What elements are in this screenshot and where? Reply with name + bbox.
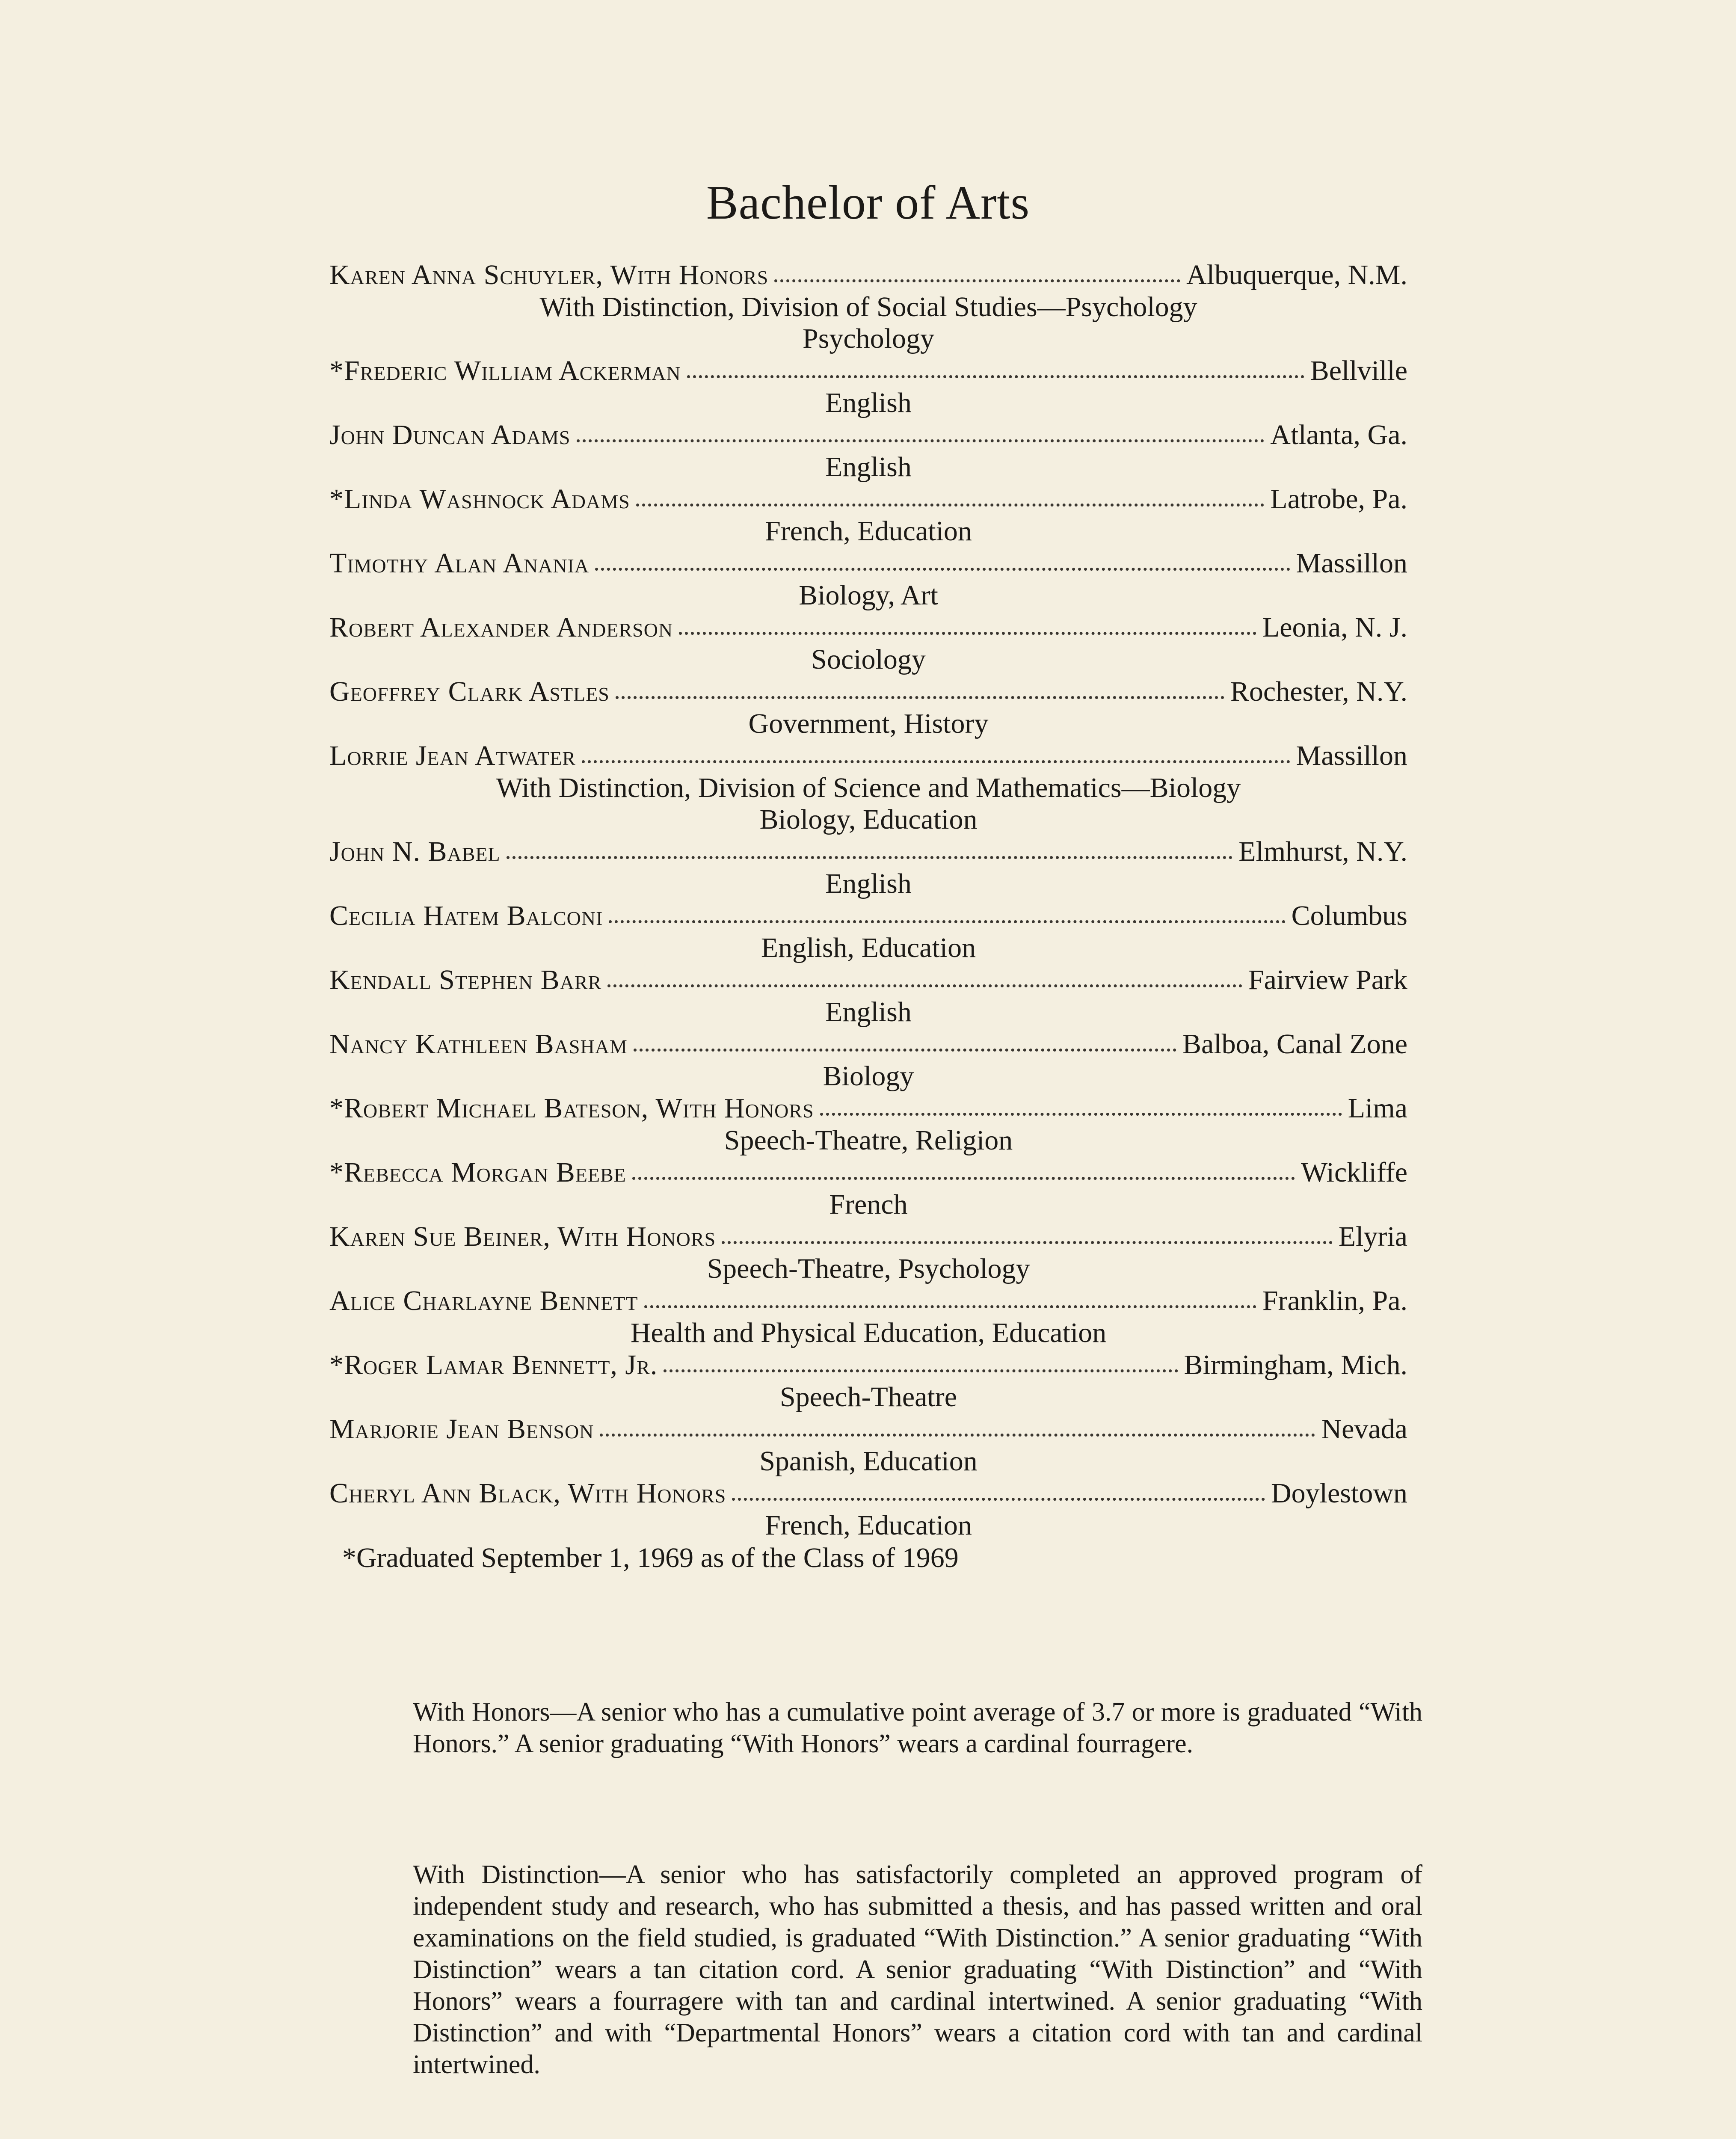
graduate-name: John Duncan Adams	[329, 419, 571, 450]
graduate-name: Nancy Kathleen Basham	[329, 1028, 628, 1060]
page-title: Bachelor of Arts	[706, 176, 1030, 229]
hometown: Bellville	[1310, 355, 1407, 386]
hometown: Franklin, Pa.	[1262, 1285, 1407, 1316]
graduate-major: Speech-Theatre	[779, 1381, 957, 1413]
graduate-row	[329, 900, 1407, 932]
dot-leader	[634, 1033, 1176, 1052]
graduate-major: Speech-Theatre, Psychology	[707, 1253, 1030, 1284]
graduate-row	[329, 1285, 1407, 1317]
graduate-name: Karen Sue Beiner, With Honors	[329, 1221, 716, 1252]
hometown: Doylestown	[1271, 1478, 1407, 1509]
graduate-major: With Distinction, Division of Social Studies—Psychology	[539, 291, 1197, 323]
graduate-name: Robert Alexander Anderson	[329, 612, 673, 643]
graduate-major: French	[829, 1189, 908, 1220]
graduate-major: Biology, Education	[759, 804, 978, 835]
hometown: Atlanta, Ga.	[1270, 419, 1407, 450]
graduate-name: John N. Babel	[329, 836, 501, 867]
graduate-row	[329, 355, 1407, 387]
graduate-name: *Roger Lamar Bennett, Jr.	[329, 1349, 658, 1381]
hometown: Columbus	[1291, 900, 1407, 931]
graduate-major: French, Education	[765, 515, 972, 547]
graduate-name: Lorrie Jean Atwater	[329, 740, 576, 771]
hometown: Rochester, N.Y.	[1230, 676, 1407, 707]
hometown: Leonia, N. J.	[1262, 612, 1407, 643]
dot-leader	[732, 1482, 1265, 1501]
dot-leader	[679, 616, 1256, 635]
graduate-major: Speech-Theatre, Religion	[724, 1125, 1013, 1156]
graduate-row	[329, 1156, 1407, 1189]
dot-leader	[644, 1290, 1256, 1308]
graduate-name: Geoffrey Clark Astles	[329, 676, 610, 707]
graduate-row	[329, 1413, 1407, 1446]
graduate-name: Cheryl Ann Black, With Honors	[329, 1478, 726, 1509]
graduate-row	[329, 1028, 1407, 1061]
dot-leader	[609, 905, 1285, 923]
graduate-name: Cecilia Hatem Balconi	[329, 900, 603, 931]
graduate-row	[329, 964, 1407, 996]
graduate-major: With Distinction, Division of Science and Mathematics—Biology	[496, 772, 1241, 803]
hometown: Massillon	[1296, 548, 1407, 579]
distinction-paragraph: With Distinction—A senior who has satisfactorily completed an approved program of independent study and research, who has submitted a thesis, and has passed written and oral examinations on the field studied, is graduated “With Distinction.” A senior graduating “With Distinction” wears a tan citation cord. A senior graduating “With Distinction” and “With Honors” wears a fourragere with tan and cardinal intertwined. A senior graduating “With Distinction” and with “Departmental Honors” wears a citation cord with tan and cardinal intertwined.	[413, 1860, 1422, 2079]
hometown: Albuquerque, N.M.	[1186, 259, 1407, 290]
honors-paragraph: With Honors—A senior who has a cumulative point average of 3.7 or more is graduated “With Honors.” A senior graduating “With Honors” wears a cardinal fourragere.	[413, 1698, 1422, 1758]
graduate-row	[329, 259, 1407, 291]
dot-leader	[607, 969, 1242, 987]
hometown: Elmhurst, N.Y.	[1238, 836, 1407, 867]
graduate-major: English	[825, 868, 912, 899]
graduate-name: *Robert Michael Bateson, With Honors	[329, 1093, 814, 1124]
graduate-row	[329, 547, 1407, 580]
graduate-name: *Frederic William Ackerman	[329, 355, 681, 386]
graduate-major: English	[825, 451, 912, 483]
hometown: Fairview Park	[1248, 964, 1407, 995]
dot-leader	[636, 488, 1265, 507]
graduate-name: Marjorie Jean Benson	[329, 1413, 594, 1445]
dot-leader	[600, 1418, 1315, 1437]
dot-leader	[722, 1226, 1333, 1244]
graduate-major: Psychology	[802, 323, 935, 354]
graduate-row	[329, 483, 1407, 515]
graduate-major: English	[825, 996, 912, 1028]
graduate-row	[329, 611, 1407, 644]
graduate-major: Biology	[823, 1061, 914, 1092]
graduate-major: Spanish, Education	[759, 1446, 978, 1477]
graduate-row	[329, 740, 1407, 772]
graduate-major: English, Education	[761, 932, 976, 963]
dot-leader	[820, 1097, 1342, 1116]
graduate-major: English	[825, 387, 912, 418]
hometown: Lima	[1348, 1093, 1407, 1124]
graduate-list	[329, 259, 1407, 1575]
dot-leader	[687, 360, 1304, 378]
dot-leader	[577, 424, 1265, 442]
graduate-row	[329, 1221, 1407, 1253]
graduate-row	[329, 675, 1407, 708]
dot-leader	[595, 552, 1290, 571]
graduate-major: Sociology	[811, 644, 926, 675]
hometown: Nevada	[1321, 1413, 1407, 1445]
graduate-major: Biology, Art	[799, 580, 938, 611]
graduate-row	[329, 1092, 1407, 1125]
hometown: Elyria	[1338, 1221, 1407, 1252]
graduate-row	[329, 1477, 1407, 1510]
dot-leader	[582, 745, 1290, 763]
dot-leader	[507, 841, 1233, 859]
dot-leader	[774, 264, 1180, 282]
graduate-major: Government, History	[748, 708, 989, 739]
dot-leader	[664, 1354, 1178, 1372]
graduate-name: Timothy Alan Anania	[329, 548, 590, 579]
graduate-row	[329, 419, 1407, 451]
graduate-row	[329, 835, 1407, 868]
dot-leader	[632, 1161, 1295, 1180]
graduate-major: Health and Physical Education, Education	[630, 1317, 1107, 1348]
graduate-row	[329, 1349, 1407, 1381]
graduate-name: Kendall Stephen Barr	[329, 964, 602, 995]
hometown: Latrobe, Pa.	[1270, 483, 1407, 515]
graduate-name: *Linda Washnock Adams	[329, 483, 630, 515]
hometown: Wickliffe	[1301, 1157, 1407, 1188]
graduate-name: Alice Charlayne Bennett	[329, 1285, 638, 1316]
graduate-major: French, Education	[765, 1510, 972, 1541]
hometown: Massillon	[1296, 740, 1407, 771]
dot-leader	[616, 681, 1224, 699]
graduate-name: *Rebecca Morgan Beebe	[329, 1157, 626, 1188]
graduate-name: Karen Anna Schuyler, With Honors	[329, 259, 769, 290]
hometown: Balboa, Canal Zone	[1182, 1028, 1407, 1060]
footnote: *Graduated September 1, 1969 as of the Class of 1969	[342, 1542, 959, 1573]
hometown: Birmingham, Mich.	[1184, 1349, 1407, 1381]
